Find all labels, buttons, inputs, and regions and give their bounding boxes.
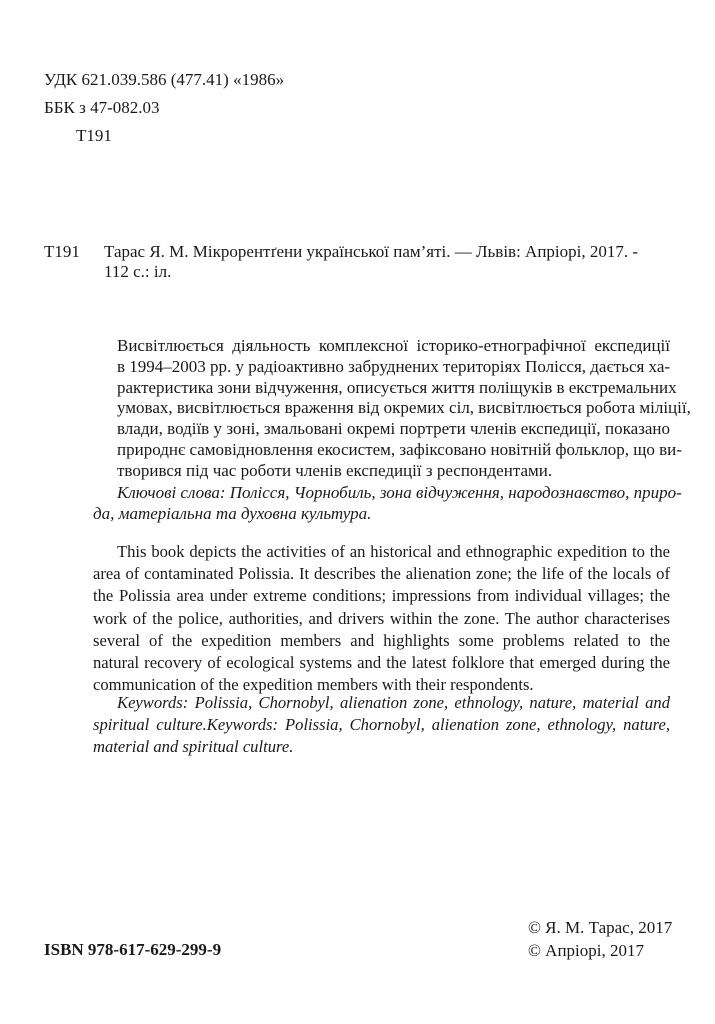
- udk-code: УДК 621.039.586 (477.41) «1986»: [44, 70, 285, 89]
- abstract-en-line: work of the police, authorities, and drivers within the zone. The author characterises: [93, 608, 670, 628]
- keywords-ukrainian: [93, 483, 682, 525]
- abstract-ua-line: Висвітлюється діяльность комплексної історико-етнографічної експедиції: [117, 336, 670, 355]
- abstract-en-line: several of the expedition members and highlights some problems related to the: [93, 630, 670, 650]
- abstract-ua-line: влади, водіїв у зоні, змальовані окремі портрети членів експедиції, показано: [117, 419, 670, 439]
- author-mark: Т191: [76, 126, 112, 145]
- abstract-ua-line: умовах, висвітлюється враження від окремих сіл, висвітлюється робота міліції,: [117, 398, 691, 418]
- abstract-en-line: This book depicts the activities of an historical and ethnographic expedition to the: [117, 542, 670, 561]
- abstract-en-line: communication of the expedition members with their respondents.: [93, 675, 534, 695]
- abstract-en-line: the Polissia area under extreme conditions; impressions from individual villages; the: [93, 586, 670, 606]
- abstract-ukrainian: [117, 336, 691, 482]
- isbn-number: ISBN 978-617-629-299-9: [44, 940, 222, 959]
- copyright-author: © Я. М. Тарас, 2017: [528, 918, 673, 937]
- abstract-ua-line: в 1994–2003 рр. у радіоактивно забруднених територіях Полісся, дається ха-: [117, 356, 671, 376]
- abstract-ua-line: рактеристика зони відчуження, описується життя поліщуків в екстремальних: [117, 377, 677, 397]
- keywords-en-line: Keywords: Polissia, Chornobyl, alienation zone, ethnology, nature, material and: [117, 693, 670, 712]
- keywords-ua-line: да, матеріальна та духовна культура.: [93, 503, 372, 523]
- keywords-en-line: spiritual culture.Keywords: Polissia, Chornobyl, alienation zone, ethnology, nature,: [93, 715, 670, 735]
- abstract-en-line: natural recovery of ecological systems and the latest folklore that emerged during the: [93, 653, 670, 673]
- bbk-code: ББК з 47-082.03: [44, 98, 160, 117]
- bibliographic-line: 112 с.: іл.: [104, 262, 172, 281]
- copyright-publisher: © Апріорі, 2017: [528, 941, 644, 960]
- keywords-ua-line: Ключові слова: Полісся, Чорнобиль, зона відчуження, народознавство, приро-: [117, 483, 682, 502]
- bibliographic-line: Тарас Я. М. Мікрорентґени української пам’яті. — Львів: Апріорі, 2017. -: [104, 242, 639, 261]
- keywords-en-line: material and spiritual culture.: [93, 737, 294, 757]
- abstract-ua-line: творився під час роботи членів експедиції з респондентами.: [117, 460, 553, 480]
- abstract-ua-line: природнє самовідновлення екосистем, зафіксовано новітній фольклор, що ви-: [117, 439, 682, 459]
- keywords-english: [93, 692, 670, 759]
- abstract-english: [93, 541, 670, 696]
- bibliographic-author-mark: Т191: [44, 242, 80, 261]
- abstract-en-line: area of contaminated Polissia. It describes the alienation zone; the life of the locals of: [93, 564, 670, 584]
- bibliographic-record: [104, 242, 664, 282]
